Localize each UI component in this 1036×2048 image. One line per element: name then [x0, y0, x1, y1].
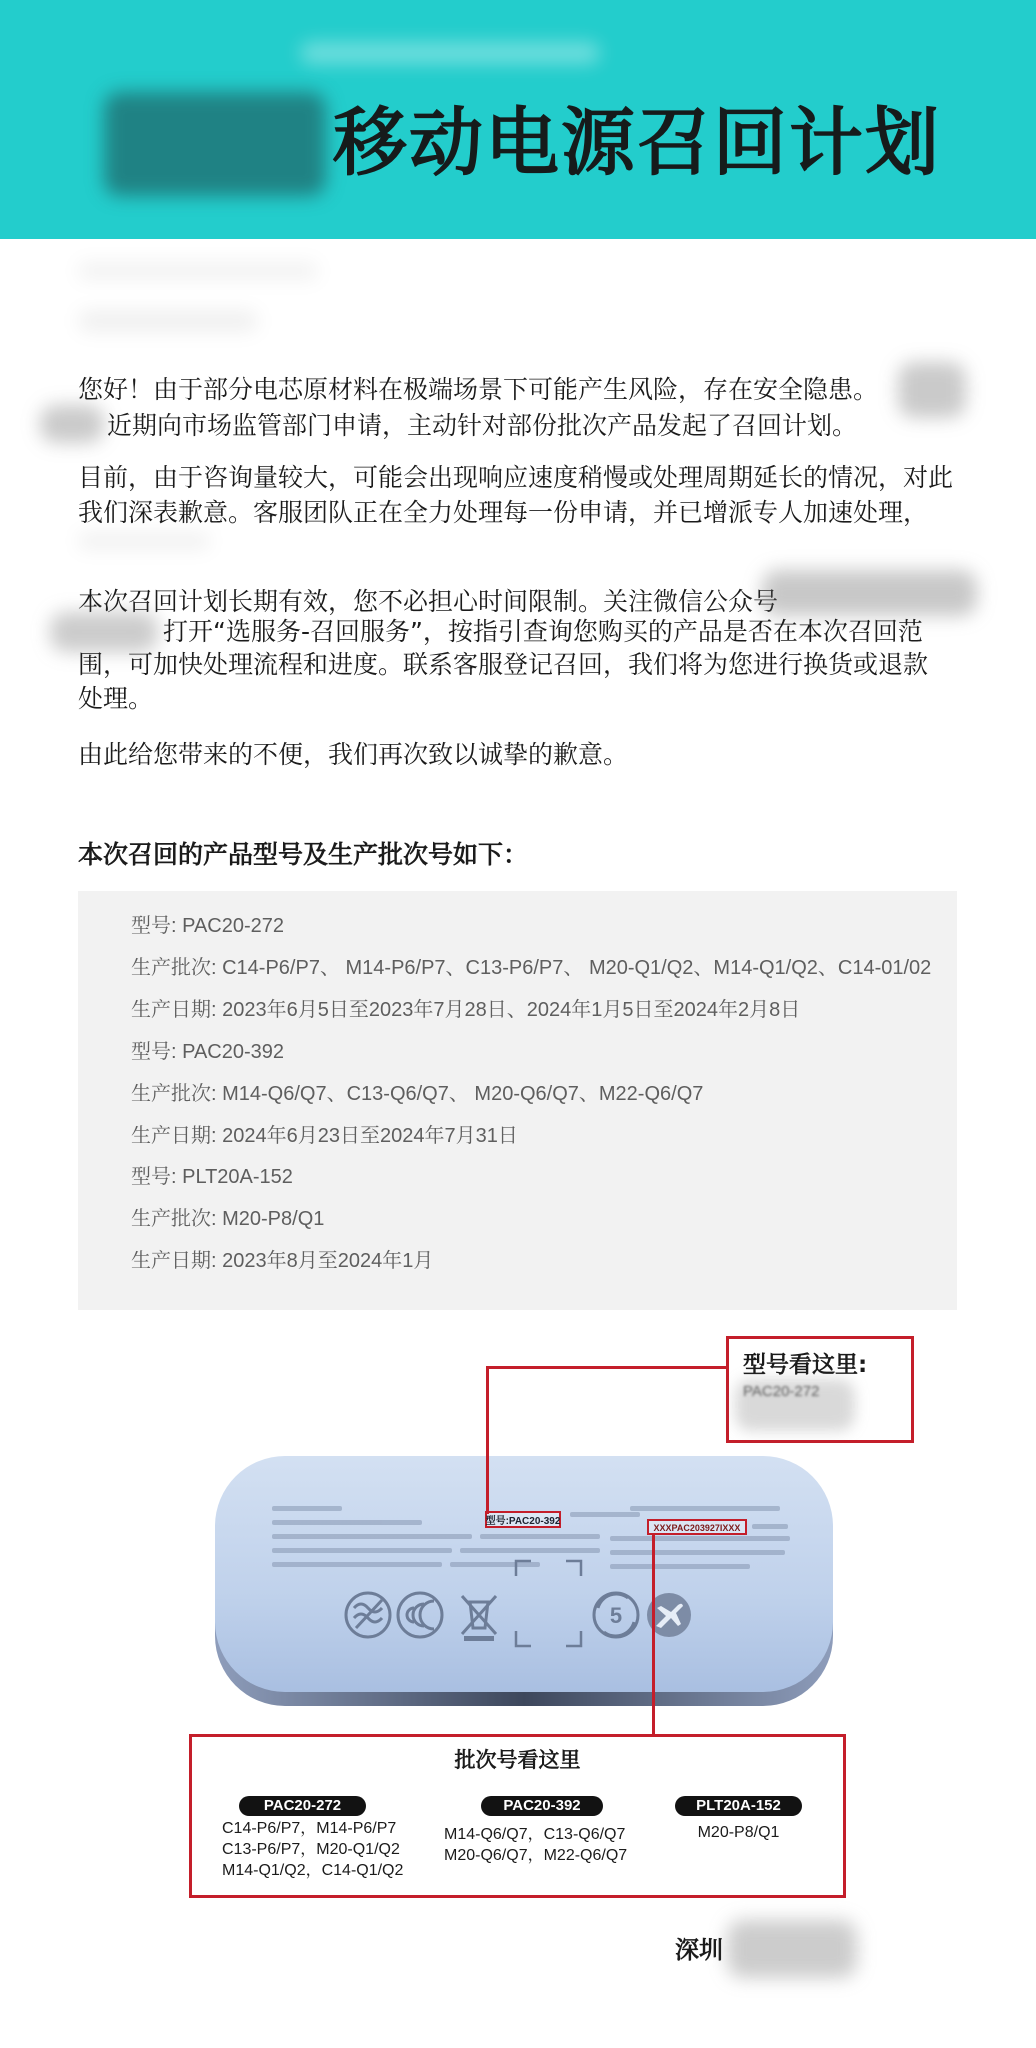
footer-signature: 深圳	[675, 1936, 723, 1964]
spec-text-line	[272, 1506, 342, 1511]
notice-line: 您好！由于部分电芯原材料在极端场景下可能产生风险，存在安全隐患。	[78, 375, 879, 404]
model-callout-box	[726, 1336, 914, 1443]
batch-line: M14-Q6/Q7，C13-Q6/Q7	[444, 1826, 626, 1843]
redacted-area	[78, 262, 318, 280]
notice-line: 我们深表歉意。客服团队正在全力处理每一份申请，并已增派专人加速处理，	[78, 498, 929, 527]
model-label-text: 型号:PAC20-392	[485, 1516, 561, 1527]
powerbank-body	[215, 1456, 833, 1692]
redacted-area	[78, 310, 258, 332]
spec-text-line	[480, 1534, 600, 1539]
spec-text-line	[272, 1534, 472, 1539]
spec-model: 型号: PAC20-392	[131, 1040, 285, 1063]
model-pill: PAC20-392	[481, 1796, 603, 1816]
spec-text-line	[752, 1524, 788, 1529]
batch-column	[222, 1818, 403, 1881]
batch-column	[444, 1824, 627, 1866]
header-banner	[0, 0, 1036, 239]
page-title: 移动电源召回计划	[333, 100, 941, 186]
batch-line: C14-P6/P7，M14-P6/P7	[222, 1820, 397, 1837]
model-callout-title: 型号看这里:	[743, 1352, 868, 1378]
redacted-area	[78, 533, 210, 549]
batch-line: C13-P6/P7，M20-Q1/Q2	[222, 1841, 400, 1858]
notice-line: 本次召回计划长期有效，您不必担心时间限制。关注微信公众号	[78, 587, 779, 616]
spec-text-line	[630, 1506, 780, 1511]
notice-line: 由此给您带来的不便，我们再次致以诚挚的歉意。	[78, 740, 629, 769]
product-spec-list	[131, 906, 931, 1283]
batch-label-text: XXXPAC203927IXXX	[653, 1523, 741, 1533]
product-spec-box	[78, 891, 957, 1310]
spec-text-line	[610, 1564, 750, 1569]
batch-line: M20-P8/Q1	[697, 1824, 780, 1841]
spec-date: 生产日期: 2023年8月至2024年1月	[131, 1250, 434, 1273]
notice-line: 打开“选服务-召回服务”，按指引查询您购买的产品是否在本次召回范	[163, 617, 923, 646]
powerbank-illustration	[200, 1440, 850, 1720]
redacted-area	[762, 570, 977, 616]
spec-date: 生产日期: 2023年6月5日至2023年7月28日、2024年1月5日至2024年2月8日	[131, 998, 801, 1021]
redacted-area	[727, 1920, 857, 1978]
batch-callout-title: 批次号看这里	[454, 1748, 581, 1772]
spec-text-line	[272, 1562, 442, 1567]
spec-text-line	[570, 1512, 640, 1517]
spec-batch: 生产批次: M14-Q6/Q7、C13-Q6/Q7、 M20-Q6/Q7、M22-Q6/Q7	[131, 1082, 704, 1105]
spec-model: 型号: PAC20-272	[131, 915, 285, 937]
connector-line	[652, 1533, 655, 1734]
spec-text-line	[272, 1520, 422, 1525]
redacted-area	[104, 92, 326, 196]
batch-column	[675, 1822, 802, 1843]
notice-line: 处理。	[78, 684, 154, 713]
connector-line	[487, 1366, 726, 1369]
spec-batch: 生产批次: C14-P6/P7、 M14-P6/P7、C13-P6/P7、 M20-Q1/Q2、M14-Q1/Q2、C14-01/02	[131, 956, 932, 979]
spec-date: 生产日期: 2024年6月23日至2024年7月31日	[131, 1124, 518, 1147]
model-pill: PLT20A-152	[675, 1796, 802, 1816]
spec-text-line	[272, 1548, 452, 1553]
connector-line	[486, 1366, 489, 1514]
batch-line: M14-Q1/Q2，C14-Q1/Q2	[222, 1862, 404, 1879]
model-callout-sample: PAC20-272	[743, 1383, 820, 1400]
spec-text-line	[460, 1548, 600, 1553]
notice-line: 围，可加快处理流程和进度。联系客服登记召回，我们将为您进行换货或退款	[78, 650, 929, 679]
products-heading: 本次召回的产品型号及生产批次号如下：	[78, 840, 529, 869]
redacted-area	[40, 405, 104, 443]
spec-text-line	[610, 1550, 785, 1555]
spec-text-line	[610, 1536, 790, 1541]
redacted-area	[300, 42, 600, 64]
eco-period-number: 5	[609, 1603, 623, 1628]
redacted-area	[735, 1379, 855, 1431]
spec-text-line	[450, 1562, 540, 1567]
notice-line: 近期向市场监管部门申请，主动针对部份批次产品发起了召回计划。	[107, 411, 858, 440]
notice-line: 目前，由于咨询量较大，可能会出现响应速度稍慢或处理周期延长的情况，对此	[78, 463, 954, 492]
batch-line: M20-Q6/Q7，M22-Q6/Q7	[444, 1847, 628, 1864]
model-pill: PAC20-272	[239, 1796, 366, 1816]
redacted-area	[898, 362, 966, 418]
spec-batch: 生产批次: M20-P8/Q1	[131, 1208, 325, 1231]
spec-model: 型号: PLT20A-152	[131, 1166, 293, 1189]
redacted-area	[50, 612, 158, 652]
